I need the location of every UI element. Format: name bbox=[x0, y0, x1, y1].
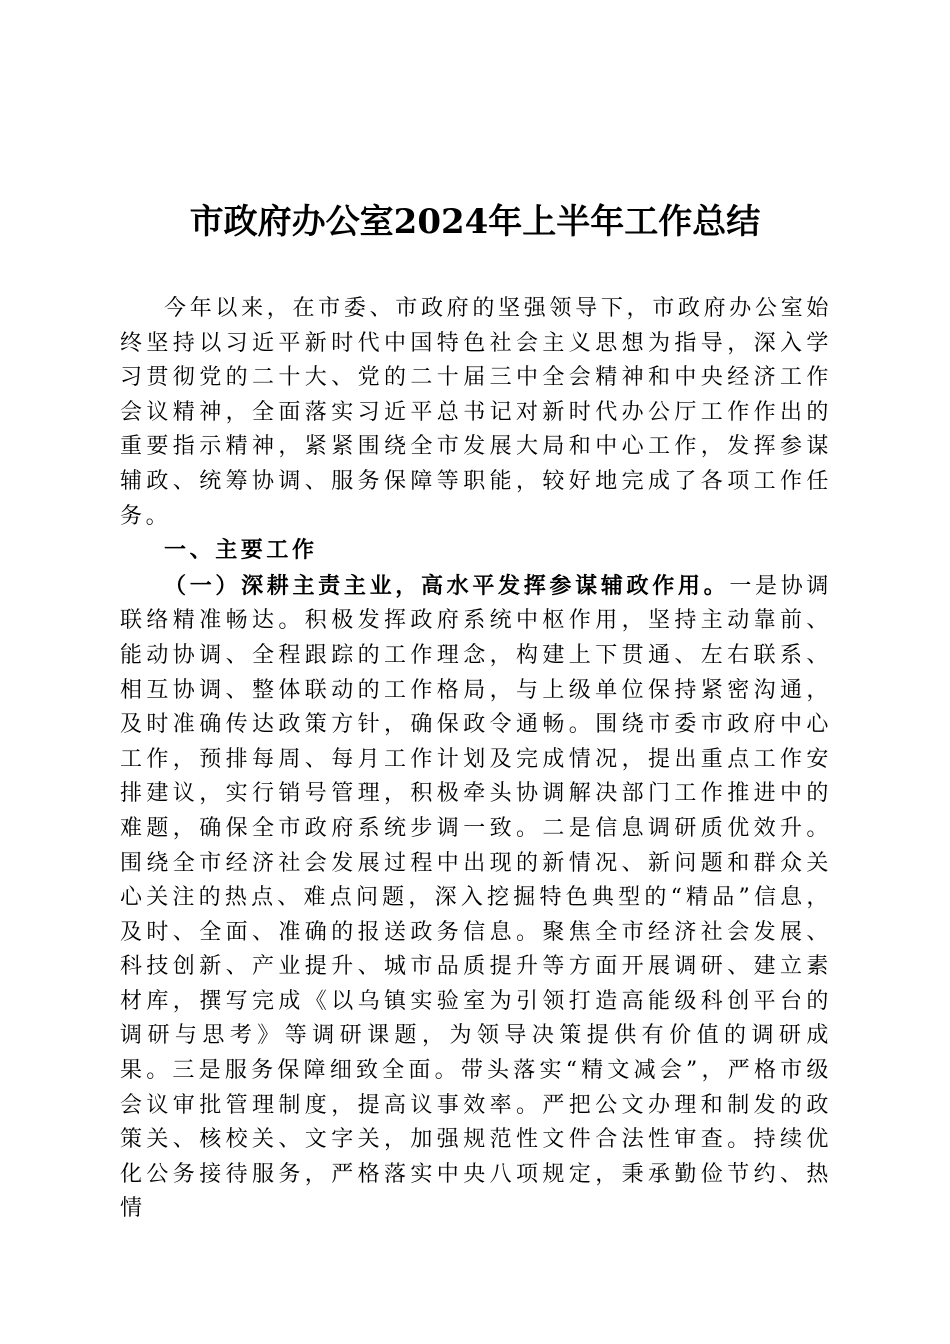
subsection-body-1: 一是协调联络精准畅达。积极发挥政府系统中枢作用，坚持主动靠前、能动协调、全程跟踪的工作理念，构建上下贯通、左右联系、相互协调、整体联动的工作格局，与上级单位保持紧密沟通，及时准确传达政策方针，确保政令通畅。围绕市委市政府中心工作，预排每周、每月工作计划及完成情况，提出重点工作安排建议，实行销号管理，积极牵头协调解决部门工作推进中的难题，确保全市政府系统步调一致。二是信息调研质优效升。围绕全市经济社会发展过程中出现的新情况、新问题和群众关心关注的热点、难点问题，深入挖掘特色典型的“精品”信息，及时、全面、准确的报送政务信息。聚焦全市经济社会发展、科技创新、产业提升、城市品质提升等方面开展调研、建立素材库，撰写完成《以乌镇实验室为引领打造高能级科创平台的调研与思考》等调研课题，为领导决策提供有价值的调研成果。三是服务保障细致全面。带头落实“精文减会”，严格市级会议审批管理制度，提高议事效率。严把公文办理和制发的政策关、核校关、文字关，加强规范性文件合法性审查。持续优化公务接待服务，严格落实中央八项规定，秉承勤俭节约、热情 bbox=[120, 573, 832, 1222]
subsection-heading-1: （一）深耕主责主业，高水平发挥参谋辅政作用。 bbox=[164, 572, 730, 599]
document-body bbox=[120, 292, 832, 1227]
section-heading-main-work: 一、主要工作 bbox=[164, 538, 318, 564]
subsection-paragraph-1 bbox=[120, 569, 832, 1227]
intro-paragraph: 今年以来，在市委、市政府的坚强领导下，市政府办公室始终坚持以习近平新时代中国特色社会主义思想为指导，深入学习贯彻党的二十大、党的二十届三中全会精神和中央经济工作会议精神，全面落实习近平总书记对新时代办公厅工作作出的重要指示精神，紧紧围绕全市发展大局和中心工作，发挥参谋辅政、统筹协调、服务保障等职能，较好地完成了各项工作任务。 bbox=[120, 296, 832, 529]
document-title: 市政府办公室2024年上半年工作总结 bbox=[189, 202, 761, 242]
